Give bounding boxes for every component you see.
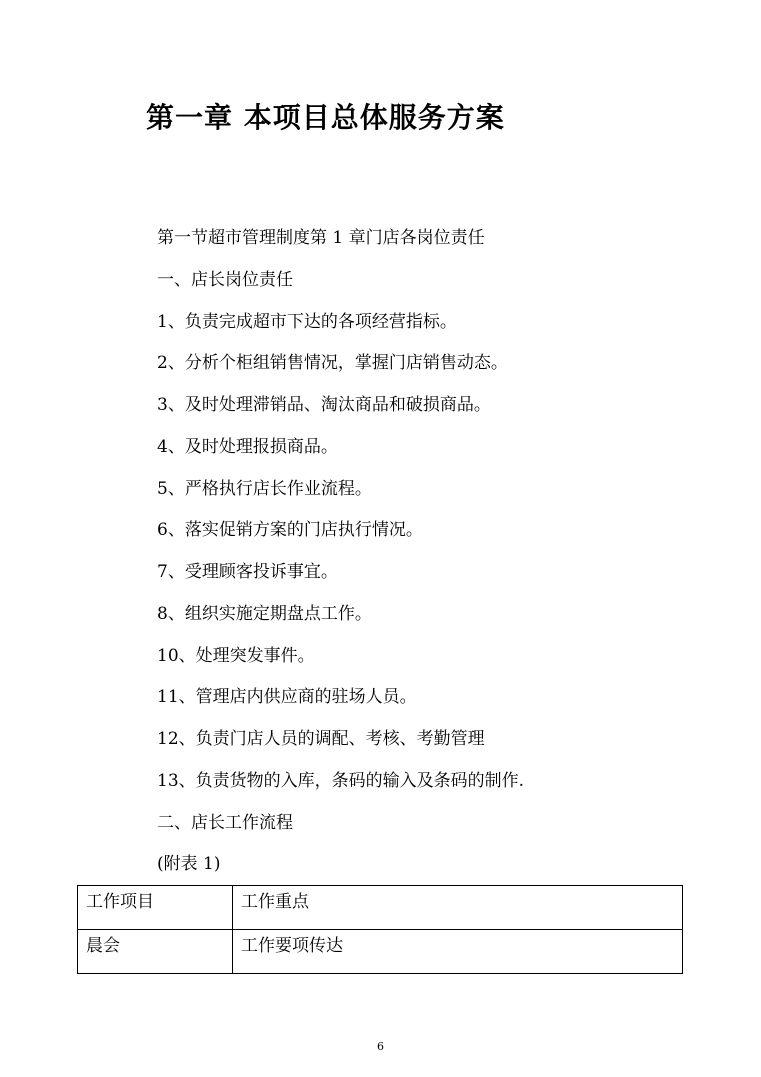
table-header-row — [78, 886, 683, 930]
list-item: 11、管理店内供应商的驻场人员。 — [157, 687, 417, 708]
work-table — [77, 885, 683, 974]
subsection-heading: 一、店长岗位责任 — [157, 269, 293, 290]
list-item: 3、及时处理滞销品、淘汰商品和破损商品。 — [157, 395, 491, 415]
list-item: 1、负责完成超市下达的各项经营指标。 — [157, 311, 457, 332]
page-number: 6 — [377, 1040, 384, 1053]
table-header-cell: 工作项目 — [78, 886, 233, 930]
table-header-cell: 工作重点 — [233, 886, 683, 930]
section-heading: 第一节超市管理制度第 1 章门店各岗位责任 — [157, 228, 485, 248]
chapter-title: 第一章 本项目总体服务方案 — [146, 101, 505, 134]
table-cell: 工作要项传达 — [233, 930, 683, 974]
list-item: 4、及时处理报损商品。 — [157, 436, 338, 457]
list-item: 8、组织实施定期盘点工作。 — [157, 603, 372, 624]
body-text — [157, 222, 524, 890]
table-caption: (附表 1) — [157, 854, 221, 875]
list-item: 2、分析个柜组销售情况，掌握门店销售动态。 — [157, 353, 508, 374]
table-cell: 晨会 — [78, 930, 233, 974]
list-item: 10、处理突发事件。 — [157, 645, 315, 666]
list-item: 12、负责门店人员的调配、考核、考勤管理 — [157, 729, 485, 749]
list-item: 13、负责货物的入库，条码的输入及条码的制作. — [157, 770, 525, 791]
table-row — [78, 930, 683, 974]
list-item: 7、受理顾客投诉事宜。 — [157, 562, 338, 582]
list-item: 6、落实促销方案的门店执行情况。 — [157, 520, 423, 541]
subsection-heading: 二、店长工作流程 — [157, 812, 293, 833]
list-item: 5、严格执行店长作业流程。 — [157, 478, 372, 499]
